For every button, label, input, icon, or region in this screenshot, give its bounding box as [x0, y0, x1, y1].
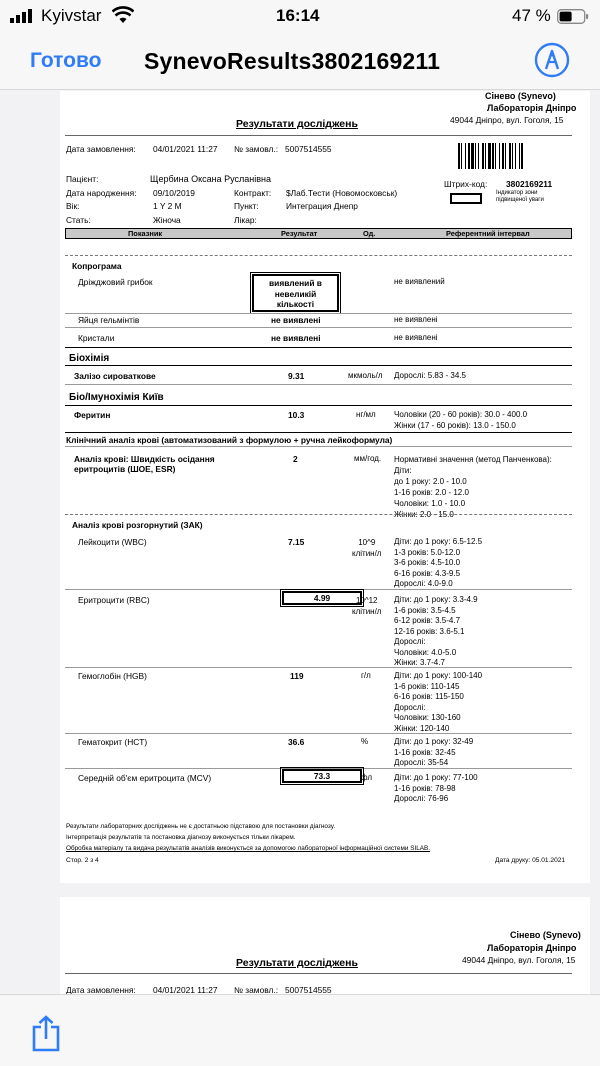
test-reference: Дорослі: 5.83 - 34.5: [394, 371, 466, 380]
document-viewer[interactable]: [0, 91, 600, 994]
barcode-bar: [478, 143, 479, 169]
test-name: Еритроцити (RBC): [78, 595, 150, 605]
footer-note: Обробка матеріалу та видача результатів аналізів виконується за допомогою лабораторної інформаційної системи SILAB.: [66, 845, 431, 852]
divider: [65, 667, 572, 668]
barcode-bar: [488, 143, 491, 169]
reference-line: Діти: до 1 року: 77-100: [394, 773, 478, 782]
divider: [65, 733, 572, 734]
order-no-label: № замовл.:: [234, 144, 279, 154]
test-name: Феритин: [74, 410, 111, 420]
lab-branch: Лабораторія Дніпро: [487, 103, 577, 113]
col-reference: Референтний інтервал: [446, 229, 530, 238]
divider: [65, 405, 572, 406]
reference-line: Дорослі:: [394, 702, 426, 712]
reference-line: 1-16 років: 2.0 - 12.0: [394, 488, 469, 497]
age-label: Вік:: [66, 201, 80, 211]
battery-percent: 47 %: [512, 6, 551, 25]
reference-line: Жінки: 120-140: [394, 723, 450, 733]
reference-line: Дорослі:: [394, 637, 426, 646]
test-result: 2: [293, 454, 298, 464]
test-unit: мкмоль/л: [348, 371, 383, 380]
birth-date: 09/10/2019: [153, 188, 195, 198]
clock-time: 16:14: [276, 6, 320, 25]
order-no: 5007514555: [285, 985, 332, 994]
test-result: 119: [290, 671, 304, 681]
test-reference: не виявлений: [394, 277, 445, 286]
test-name: Лейкоцити (WBC): [78, 537, 147, 547]
test-reference-list: [394, 595, 478, 669]
barcode-bar: [461, 143, 462, 169]
test-name: Гемоглобін (HGB): [78, 671, 147, 681]
col-unit: Од.: [363, 229, 376, 238]
footer-note: Інтерпретація результатів та постановка діагнозу виконується тільки лікарем.: [66, 834, 296, 841]
section-title: Копрограма: [72, 261, 122, 271]
reference-line: 1-6 років: 110-145: [394, 681, 460, 691]
barcode-bar: [465, 143, 466, 169]
patient-name: Щербина Оксана Русланівна: [150, 174, 272, 184]
barcode-bar: [512, 143, 513, 169]
barcode-bar: [515, 143, 516, 169]
test-name: Залізо сироваткове: [74, 371, 156, 381]
test-result: 7.15: [288, 537, 305, 547]
test-reference-list: [394, 454, 552, 520]
reference-line: Діти: до 1 року: 3.3-4.9: [394, 595, 478, 604]
reference-line: Чоловіки: 4.0-5.0: [394, 647, 457, 657]
test-name: Аналіз крові: Швидкість осідання еритроцитів (ШОЕ, ESR): [74, 454, 215, 475]
test-result: 10.3: [288, 410, 305, 420]
order-no: 5007514555: [285, 144, 332, 154]
footer-note: Результати лабораторних досліджень не є достатньою підставою для постановки діагнозу.: [66, 823, 336, 830]
patient-label: Пацієнт:: [66, 174, 99, 184]
print-date: Дата друку: 05.01.2021: [495, 857, 566, 864]
divider: [65, 973, 572, 974]
divider: [65, 446, 572, 447]
contract-label: Контракт:: [234, 188, 272, 198]
reference-line: до 1 року: 2.0 - 10.0: [394, 477, 467, 486]
reference-line: 1-6 років: 3.5-4.5: [394, 605, 456, 615]
reference-line: Жінки: 3.7-4.7: [394, 658, 445, 667]
barcode-bar: [519, 143, 520, 169]
test-result: не виявлені: [271, 333, 321, 343]
test-name: Кристали: [78, 333, 115, 343]
page-number: Стор. 2 з 4: [66, 857, 99, 864]
reference-line: Жінки: 2.0 - 15.0: [394, 510, 454, 519]
barcode-bar: [502, 143, 504, 169]
test-name: Гематокрит (HCT): [78, 737, 148, 747]
divider: [65, 514, 572, 515]
reference-line: Дорослі: 76-96: [394, 794, 449, 803]
divider: [65, 255, 572, 256]
section-title: Біохімія: [69, 353, 110, 364]
status-bar: [0, 0, 600, 34]
divider: [65, 365, 572, 366]
test-unit: мм/год.: [354, 454, 382, 463]
order-no-label: № замовл.:: [234, 985, 279, 994]
barcode-bar: [458, 143, 460, 169]
zone-indicator-box: [450, 193, 482, 204]
test-result: 9.31: [288, 371, 305, 381]
lab-address: 49044 Дніпро, вул. Гоголя, 15: [450, 115, 564, 125]
reference-line: 1-3 років: 5.0-12.0: [394, 547, 461, 557]
point-value: Интеграция Днепр: [286, 201, 358, 211]
barcode-bar: [492, 143, 494, 169]
reference-line: Дорослі: 35-54: [394, 758, 449, 767]
reference-line: 6-12 років: 3.5-4.7: [394, 616, 461, 625]
test-result: не виявлені: [271, 315, 321, 325]
barcode-image: [458, 143, 574, 169]
reference-line: Діти: до 1 року: 32-49: [394, 737, 474, 746]
test-name: Середній об'єм еритроцита (MCV): [78, 773, 212, 783]
sex-value: Жіноча: [153, 215, 181, 225]
done-button[interactable]: Готово: [30, 49, 102, 72]
order-date: 04/01/2021 11:27: [153, 985, 218, 994]
test-reference-list: [394, 737, 473, 769]
carrier-name: Kyivstar: [41, 6, 102, 25]
markup-pen-icon[interactable]: [534, 42, 570, 78]
results-table-header: [65, 228, 572, 239]
section-title: Біо/Імунохімія Київ: [69, 392, 164, 403]
barcode-bar: [499, 143, 500, 169]
barcode-bar: [521, 143, 523, 169]
reference-line: Чоловіки: 130-160: [394, 713, 461, 722]
test-unit: 10^12 клітин/л: [352, 596, 382, 616]
divider: [65, 432, 572, 433]
test-name: Яйця гельмінтів: [78, 315, 140, 325]
zone-indicator-label: Індикатор зони підвищеної уваги: [496, 190, 544, 204]
order-date-label: Дата замовлення:: [66, 144, 136, 154]
lab-address: 49044 Дніпро, вул. Гоголя, 15: [462, 955, 576, 965]
divider: [65, 135, 572, 136]
order-date-label: Дата замовлення:: [66, 985, 136, 994]
document-page: [60, 897, 590, 994]
cellular-signal-icon: [10, 9, 34, 23]
wifi-icon: [112, 6, 134, 24]
share-icon[interactable]: [30, 1015, 62, 1053]
reference-line: 12-16 років: 3.6-5.1: [394, 626, 465, 636]
reference-line: 3-6 років: 4.5-10.0: [394, 558, 461, 567]
test-result-flagged: 4.99: [282, 591, 362, 605]
barcode-bar: [509, 143, 511, 169]
barcode-bar: [471, 143, 474, 169]
reference-line: 1-16 років: 32-45: [394, 747, 456, 757]
reference-line: Чоловіки: 1.0 - 10.0: [394, 499, 466, 508]
battery-icon: [557, 9, 589, 24]
reference-line: Дорослі: 4.0-9.0: [394, 579, 453, 588]
barcode-bar: [468, 143, 470, 169]
test-name: Дріжджовий грибок: [78, 277, 153, 287]
report-title: Результати досліджень: [236, 118, 358, 130]
lab-branch: Лабораторія Дніпро: [487, 943, 577, 953]
test-unit: 10^9 клітин/л: [352, 538, 382, 558]
birth-label: Дата народження:: [66, 188, 137, 198]
test-reference-list: [394, 773, 478, 805]
sex-label: Стать:: [66, 215, 91, 225]
test-result: 36.6: [288, 737, 305, 747]
reference-line: Діти:: [394, 466, 412, 475]
test-unit: г/л: [361, 671, 371, 680]
test-result-flagged: виявлений в невеликій кількості: [252, 274, 339, 312]
point-label: Пункт:: [234, 201, 259, 211]
test-reference: не виявлені: [394, 315, 438, 324]
barcode-bar: [485, 143, 486, 169]
barcode-number: 3802169211: [506, 179, 553, 189]
test-result-flagged: 73.3: [282, 769, 362, 783]
contract-value: $Лаб.Тести (Новомосковськ): [286, 188, 398, 198]
barcode-bar: [475, 143, 476, 169]
reference-line: Діти: до 1 року: 100-140: [394, 671, 483, 680]
section-title: Клінічний аналіз крові (автоматизований з формулою + ручна лейкоформула): [66, 435, 393, 445]
divider: [65, 327, 572, 328]
reference-line: 6-16 років: 115-150: [394, 692, 464, 701]
test-reference-list: [394, 671, 482, 734]
document-title: SynevoResults3802169211: [144, 48, 441, 74]
section-title: Аналіз крові розгорнутий (ЗАК): [72, 520, 203, 530]
barcode-label: Штрих-код:: [444, 179, 488, 189]
barcode-bar: [505, 143, 506, 169]
test-unit: фл: [361, 773, 373, 782]
test-reference: не виявлені: [394, 333, 438, 342]
barcode-bar: [482, 143, 484, 169]
divider: [65, 589, 572, 590]
reference-line: Діти: до 1 року: 6.5-12.5: [394, 537, 483, 546]
barcode-bar: [495, 143, 496, 169]
reference-line: 6-16 років: 4.3-9.5: [394, 568, 461, 578]
reference-line: Нормативні значення (метод Панченкова):: [394, 455, 552, 464]
report-title: Результати досліджень: [236, 957, 358, 969]
test-reference: Чоловіки (20 - 60 років): 30.0 - 400.0: [394, 410, 528, 419]
test-unit: нг/мл: [356, 410, 376, 419]
test-reference-list: [394, 537, 482, 590]
reference-line: 1-16 років: 78-98: [394, 783, 456, 793]
navigation-bar: [0, 34, 600, 90]
test-reference: Жінки (17 - 60 років): 13.0 - 150.0: [394, 421, 516, 430]
age-value: 1 Y 2 M: [153, 201, 182, 211]
test-unit: %: [361, 737, 369, 746]
bottom-toolbar: [0, 994, 600, 1066]
divider: [65, 347, 572, 348]
document-page: [60, 91, 590, 883]
lab-name: Сінево (Synevo): [485, 91, 556, 101]
lab-name: Сінево (Synevo): [510, 930, 581, 940]
col-indicator: Показник: [128, 229, 163, 238]
divider: [65, 384, 572, 385]
divider: [65, 313, 572, 314]
doctor-label: Лікар:: [234, 215, 257, 225]
col-result: Результат: [281, 229, 318, 238]
order-date: 04/01/2021 11:27: [153, 144, 218, 154]
